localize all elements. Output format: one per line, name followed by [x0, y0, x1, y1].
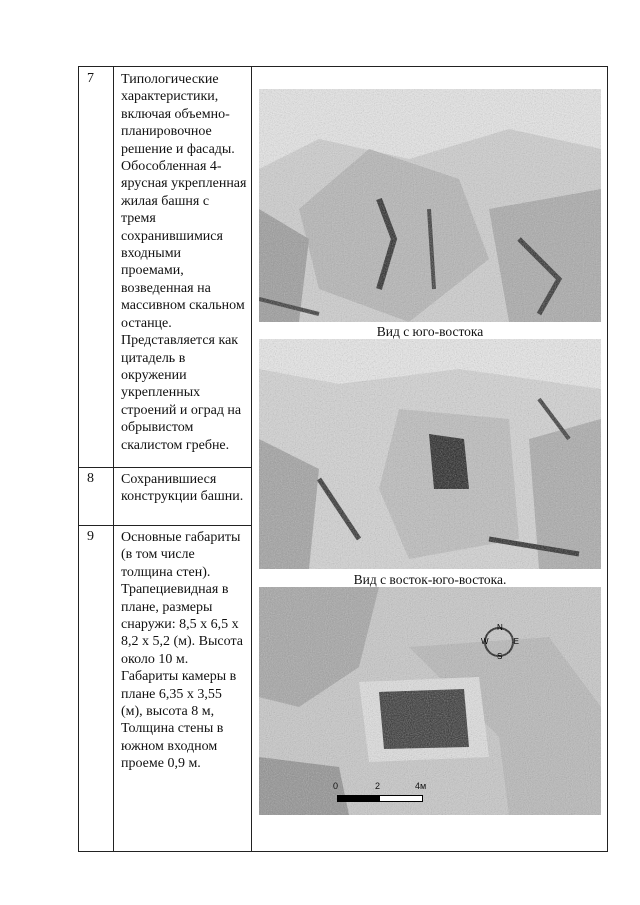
row-7-text: Типологические характеристики, включая объемно-планировочное решение и фасады. Обособленная 4-ярусная укрепленная жилая башня с тремя сохранившимися входными проемами, возведенная на массивном скальном останце. Представляется как цитадель в окружении укрепленных строений и оград на обрывистом скалистом гребне.: [121, 72, 247, 453]
scale-label-zero: 0: [333, 781, 339, 791]
row-divider-8-9: [79, 525, 251, 526]
row-divider-7-8: [79, 467, 251, 468]
photo-southeast-caption: Вид с юго-востока: [376, 324, 484, 339]
compass-south: S: [497, 652, 503, 661]
row-8-text: Сохранившиеся конструкции башни.: [121, 472, 244, 505]
photo-east-southeast-view: [259, 339, 601, 569]
row-9-number: 9: [87, 529, 94, 544]
compass-east: E: [513, 637, 519, 646]
photo-aerial-view: [259, 587, 601, 815]
column-divider-1: [113, 67, 114, 851]
column-divider-2: [251, 67, 252, 851]
compass-west: W: [481, 637, 489, 646]
scale-label-mid: 2: [375, 781, 381, 791]
scale-label-end: 4м: [415, 781, 427, 791]
row-8-number: 8: [87, 471, 94, 486]
row-7-number: 7: [87, 71, 94, 86]
photo-east-southeast-caption: Вид с восток-юго-востока.: [353, 572, 507, 587]
compass-rose: [483, 625, 517, 659]
row-9-text: Основные габариты (в том числе толщина стен). Трапециевидная в плане, размеры снаружи: 8,5 х 6,5 х 8,2 х 5,2 (м). Высота около 10 м. Габариты камеры в плане 6,35 х 3,55 (м), высота 8 м, Толщина стены в южном входном проеме 0,9 м.: [121, 530, 243, 772]
compass-north: N: [497, 623, 503, 632]
info-table: [78, 66, 608, 852]
scale-bar: [337, 795, 423, 802]
photo-southeast-view: [259, 89, 601, 322]
